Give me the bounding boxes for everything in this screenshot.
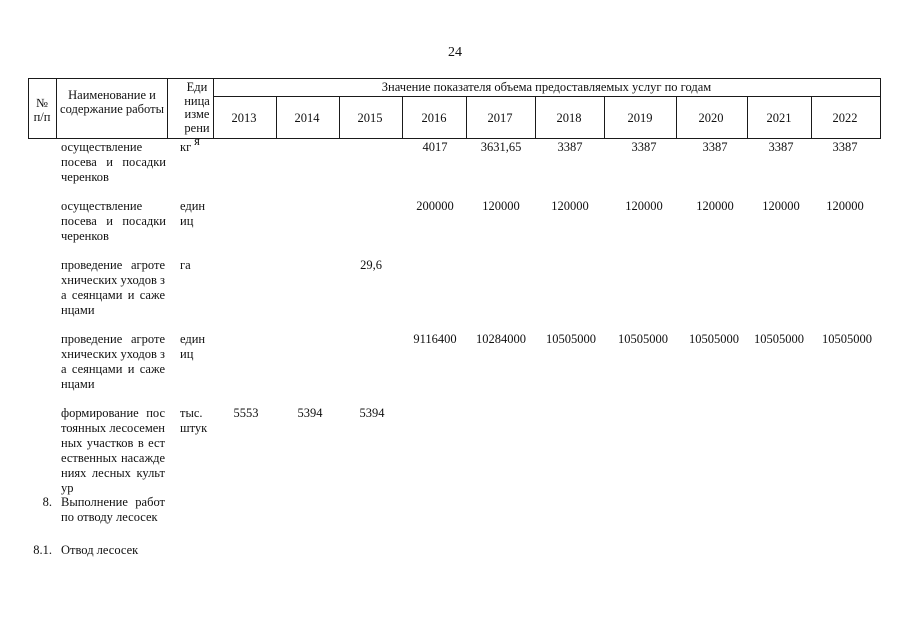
value-2021: 10505000 (754, 332, 804, 346)
unit: га (180, 258, 191, 272)
value-2017: 10284000 (476, 332, 526, 346)
work-name: формирование постоянных лесосеменных участков в естественных насаждениях лесных культур (61, 406, 165, 495)
unit: единиц (180, 332, 206, 361)
value-2015: 5394 (359, 406, 385, 420)
header-bottom-border (28, 138, 881, 139)
unit: единиц (180, 199, 206, 228)
value-2018: 3387 (557, 140, 583, 154)
value-2018: 10505000 (546, 332, 596, 346)
header-col-border (676, 96, 677, 139)
header-col-border (535, 96, 536, 139)
value-2019: 10505000 (618, 332, 668, 346)
work-name: проведение агротехнических уходов за сеянцами и саженцами (61, 258, 165, 317)
value-2014: 5394 (297, 406, 323, 420)
value-2013: 5553 (233, 406, 259, 420)
value-2020: 10505000 (689, 332, 739, 346)
work-name: осуществление посева и посадки черенков (61, 199, 166, 243)
header-year: 2016 (421, 111, 447, 125)
header-col-border (880, 78, 881, 139)
value-2017: 3631,65 (480, 140, 522, 154)
header-group-divider (213, 96, 881, 97)
value-2019: 3387 (631, 140, 657, 154)
header-group: Значение показателя объема предоставляемых услуг по годам (381, 80, 712, 94)
header-year: 2014 (294, 111, 320, 125)
header-year: 2017 (487, 111, 513, 125)
value-2021: 120000 (762, 199, 800, 213)
header-year: 2015 (357, 111, 383, 125)
header-year: 2021 (766, 111, 792, 125)
value-2020: 3387 (702, 140, 728, 154)
page-number: 24 (448, 45, 462, 60)
header-num: № п/п (33, 96, 51, 124)
header-year: 2020 (698, 111, 724, 125)
header-top-border (28, 78, 881, 79)
header-col-border (213, 78, 214, 139)
row-number: 8. (42, 495, 52, 509)
value-2022: 120000 (826, 199, 864, 213)
value-2016: 4017 (422, 140, 448, 154)
header-unit: Единица измерения (184, 80, 210, 148)
header-col-border (747, 96, 748, 139)
header-col-border (56, 78, 57, 139)
value-2020: 120000 (696, 199, 734, 213)
header-year: 2013 (231, 111, 257, 125)
work-name: Выполнение работ по отводу лесосек (61, 495, 165, 524)
header-name: Наименование и содержание работы (60, 88, 164, 116)
value-2016: 200000 (416, 199, 454, 213)
row-number: 8.1. (33, 543, 52, 557)
value-2017: 120000 (482, 199, 520, 213)
work-name: проведение агротехнических уходов за сеянцами и саженцами (61, 332, 165, 391)
unit: кг (180, 140, 192, 154)
header-col-border (167, 78, 168, 139)
value-2018: 120000 (551, 199, 589, 213)
value-2016: 9116400 (413, 332, 457, 346)
work-name: Отвод лесосек (61, 543, 139, 557)
work-name: осуществление посева и посадки черенков (61, 140, 166, 184)
value-2022: 10505000 (822, 332, 872, 346)
header-year: 2018 (556, 111, 582, 125)
header-year: 2022 (832, 111, 858, 125)
header-col-border (604, 96, 605, 139)
header-year: 2019 (627, 111, 653, 125)
value-2015: 29,6 (360, 258, 382, 272)
header-col-border (811, 96, 812, 139)
unit: тыс. штук (180, 406, 208, 435)
value-2021: 3387 (768, 140, 794, 154)
value-2019: 120000 (625, 199, 663, 213)
value-2022: 3387 (832, 140, 858, 154)
header-col-border (28, 78, 29, 139)
header-col-border (466, 96, 467, 139)
header-col-border (402, 96, 403, 139)
